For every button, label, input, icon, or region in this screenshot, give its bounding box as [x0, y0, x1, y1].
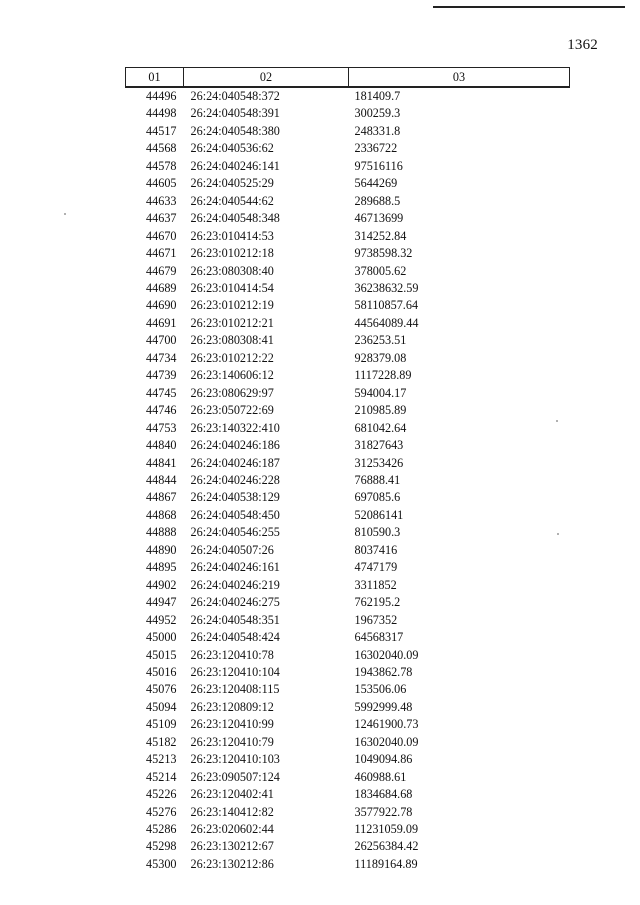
cell-02: 26:24:040538:129	[190, 490, 280, 505]
table-row	[126, 315, 570, 332]
cell-02: 26:23:120410:103	[190, 752, 280, 767]
cell-01: 44844	[146, 472, 177, 487]
table-row	[126, 612, 570, 629]
cell-02: 26:23:010212:21	[190, 315, 274, 330]
cell-01: 44498	[146, 106, 177, 121]
scan-speck	[64, 213, 66, 215]
table-row	[126, 838, 570, 855]
table-row	[126, 210, 570, 227]
cell-02: 26:24:040246:228	[190, 472, 280, 487]
cell-01: 44578	[146, 158, 177, 173]
cell-01: 45226	[146, 787, 177, 802]
cell-03: 1943862.78	[354, 664, 413, 679]
cell-01: 45109	[146, 717, 177, 732]
cell-01: 44739	[146, 368, 177, 383]
table-row	[126, 158, 570, 175]
cell-03: 762195.2	[354, 595, 401, 610]
cell-03: 300259.3	[354, 106, 401, 121]
table-row	[126, 385, 570, 402]
cell-03: 153506.06	[354, 682, 407, 697]
cell-02: 26:23:120410:104	[190, 664, 280, 679]
table-body	[126, 87, 570, 873]
cell-01: 45276	[146, 804, 177, 819]
table-row	[126, 751, 570, 768]
cell-01: 44745	[146, 385, 177, 400]
cell-01: 45016	[146, 664, 177, 679]
table-row	[126, 804, 570, 821]
table-row	[126, 123, 570, 140]
cell-02: 26:23:020602:44	[190, 822, 274, 837]
cell-02: 26:24:040544:62	[190, 193, 274, 208]
cell-03: 460988.61	[354, 769, 407, 784]
cell-02: 26:23:140606:12	[190, 368, 274, 383]
cell-02: 26:23:010414:53	[190, 228, 274, 243]
cell-01: 44890	[146, 542, 177, 557]
cell-01: 44947	[146, 595, 177, 610]
table-row	[126, 472, 570, 489]
cell-01: 45015	[146, 647, 177, 662]
cell-02: 26:24:040246:275	[190, 595, 280, 610]
top-rule	[433, 6, 625, 8]
table-row	[126, 769, 570, 786]
cell-02: 26:23:010212:19	[190, 298, 274, 313]
cell-01: 44691	[146, 315, 177, 330]
cell-03: 810590.3	[354, 525, 401, 540]
table-row	[126, 856, 570, 873]
cell-01: 44670	[146, 228, 177, 243]
table-row	[126, 105, 570, 122]
cell-02: 26:23:140322:410	[190, 420, 280, 435]
cell-01: 44867	[146, 490, 177, 505]
table-header-row	[126, 68, 570, 88]
cell-02: 26:23:050722:69	[190, 403, 274, 418]
cell-03: 3577922.78	[354, 804, 413, 819]
table-row	[126, 87, 570, 105]
cell-01: 45094	[146, 699, 177, 714]
cell-01: 44840	[146, 438, 177, 453]
page-number: 1362	[567, 37, 598, 53]
cell-03: 3311852	[354, 577, 397, 592]
cell-03: 46713699	[354, 211, 404, 226]
cell-03: 44564089.44	[354, 315, 419, 330]
cell-02: 26:23:120408:115	[190, 682, 280, 697]
table-row	[126, 577, 570, 594]
cell-02: 26:24:040507:26	[190, 542, 274, 557]
column-header-03: 03	[349, 68, 570, 88]
cell-02: 26:23:010212:18	[190, 246, 274, 261]
table-row	[126, 350, 570, 367]
cell-03: 236253.51	[354, 333, 407, 348]
cell-03: 5992999.48	[354, 699, 413, 714]
cell-02: 26:24:040548:450	[190, 507, 280, 522]
table-row	[126, 629, 570, 646]
cell-02: 26:23:080308:41	[190, 333, 274, 348]
cell-01: 44568	[146, 141, 177, 156]
cell-01: 44690	[146, 298, 177, 313]
cell-02: 26:24:040246:161	[190, 560, 280, 575]
cell-03: 594004.17	[354, 385, 407, 400]
cell-02: 26:24:040525:29	[190, 176, 274, 191]
cell-03: 9738598.32	[354, 246, 413, 261]
cell-01: 44689	[146, 280, 177, 295]
cell-03: 1117228.89	[354, 368, 412, 383]
cell-03: 76888.41	[354, 472, 401, 487]
table-row	[126, 193, 570, 210]
table-row	[126, 367, 570, 384]
cell-03: 26256384.42	[354, 839, 419, 854]
cell-03: 928379.08	[354, 350, 407, 365]
cell-03: 11189164.89	[354, 856, 418, 871]
cell-01: 44734	[146, 350, 177, 365]
cell-01: 45286	[146, 822, 177, 837]
cell-03: 52086141	[354, 507, 404, 522]
table-row	[126, 420, 570, 437]
cell-02: 26:24:040246:187	[190, 455, 280, 470]
cell-02: 26:24:040548:391	[190, 106, 280, 121]
cell-03: 289688.5	[354, 193, 401, 208]
cell-03: 378005.62	[354, 263, 407, 278]
table-row	[126, 559, 570, 576]
cell-02: 26:23:120410:99	[190, 717, 274, 732]
cell-02: 26:24:040548:372	[190, 89, 280, 103]
column-header-02: 02	[184, 68, 349, 88]
table-row	[126, 542, 570, 559]
cell-02: 26:23:140412:82	[190, 804, 274, 819]
cell-03: 210985.89	[354, 403, 407, 418]
cell-01: 44952	[146, 612, 177, 627]
cell-01: 44700	[146, 333, 177, 348]
table-row	[126, 786, 570, 803]
cell-02: 26:23:130212:67	[190, 839, 274, 854]
cell-03: 16302040.09	[354, 647, 419, 662]
table-row	[126, 228, 570, 245]
cell-01: 44895	[146, 560, 177, 575]
cell-01: 45300	[146, 856, 177, 871]
cell-03: 31827643	[354, 438, 404, 453]
cell-03: 1967352	[354, 612, 398, 627]
cell-02: 26:23:120410:79	[190, 734, 274, 749]
cell-02: 26:23:090507:124	[190, 769, 280, 784]
cell-02: 26:23:120402:41	[190, 787, 274, 802]
table-row	[126, 245, 570, 262]
cell-02: 26:24:040546:255	[190, 525, 280, 540]
cell-02: 26:24:040246:219	[190, 577, 280, 592]
cell-03: 697085.6	[354, 490, 401, 505]
table-row	[126, 716, 570, 733]
table-row	[126, 263, 570, 280]
cell-03: 8037416	[354, 542, 398, 557]
cell-01: 44517	[146, 123, 177, 138]
table-row	[126, 280, 570, 297]
table-row	[126, 437, 570, 454]
cell-01: 44868	[146, 507, 177, 522]
table-row	[126, 402, 570, 419]
table-row	[126, 821, 570, 838]
cell-01: 45214	[146, 769, 177, 784]
table-row	[126, 524, 570, 541]
cell-02: 26:24:040246:186	[190, 438, 280, 453]
cell-01: 44633	[146, 193, 177, 208]
cell-01: 44496	[146, 89, 177, 103]
cell-03: 58110857.64	[354, 298, 419, 313]
cell-01: 44746	[146, 403, 177, 418]
cell-02: 26:24:040548:348	[190, 211, 280, 226]
cell-02: 26:23:010414:54	[190, 280, 274, 295]
cell-03: 12461900.73	[354, 717, 419, 732]
table-row	[126, 681, 570, 698]
cell-03: 248331.8	[354, 123, 401, 138]
table-row	[126, 664, 570, 681]
cell-01: 44679	[146, 263, 177, 278]
table-row	[126, 175, 570, 192]
cell-01: 44605	[146, 176, 177, 191]
cell-02: 26:23:120809:12	[190, 699, 274, 714]
cell-01: 45182	[146, 734, 177, 749]
cell-02: 26:24:040548:380	[190, 123, 280, 138]
cell-02: 26:24:040246:141	[190, 158, 280, 173]
table-row	[126, 140, 570, 157]
cell-03: 31253426	[354, 455, 404, 470]
cell-03: 1834684.68	[354, 787, 413, 802]
cell-03: 16302040.09	[354, 734, 419, 749]
data-table	[125, 67, 570, 873]
cell-02: 26:24:040548:424	[190, 630, 280, 645]
table-row	[126, 332, 570, 349]
cell-01: 44902	[146, 577, 177, 592]
cell-01: 45076	[146, 682, 177, 697]
table-row	[126, 489, 570, 506]
cell-03: 64568317	[354, 630, 404, 645]
cell-03: 11231059.09	[354, 822, 419, 837]
cell-01: 45213	[146, 752, 177, 767]
cell-01: 44888	[146, 525, 177, 540]
cell-03: 681042.64	[354, 420, 407, 435]
cell-02: 26:23:120410:78	[190, 647, 274, 662]
cell-02: 26:23:080629:97	[190, 385, 274, 400]
table-row	[126, 507, 570, 524]
cell-02: 26:23:010212:22	[190, 350, 274, 365]
cell-01: 44671	[146, 246, 177, 261]
cell-01: 44753	[146, 420, 177, 435]
column-header-01: 01	[126, 68, 184, 88]
table-row	[126, 297, 570, 314]
cell-01: 44841	[146, 455, 177, 470]
cell-03: 4747179	[354, 560, 398, 575]
cell-03: 181409.7	[354, 89, 401, 103]
table-row	[126, 699, 570, 716]
cell-02: 26:23:130212:86	[190, 856, 274, 871]
cell-03: 97516116	[354, 158, 403, 173]
cell-03: 314252.84	[354, 228, 407, 243]
cell-03: 36238632.59	[354, 280, 419, 295]
cell-01: 45298	[146, 839, 177, 854]
cell-03: 2336722	[354, 141, 398, 156]
cell-02: 26:23:080308:40	[190, 263, 274, 278]
data-table-container	[125, 67, 569, 873]
table-row	[126, 594, 570, 611]
cell-03: 5644269	[354, 176, 398, 191]
cell-03: 1049094.86	[354, 752, 413, 767]
cell-01: 44637	[146, 211, 177, 226]
cell-02: 26:24:040536:62	[190, 141, 274, 156]
table-row	[126, 647, 570, 664]
table-row	[126, 734, 570, 751]
table-row	[126, 455, 570, 472]
cell-01: 45000	[146, 630, 177, 645]
cell-02: 26:24:040548:351	[190, 612, 280, 627]
